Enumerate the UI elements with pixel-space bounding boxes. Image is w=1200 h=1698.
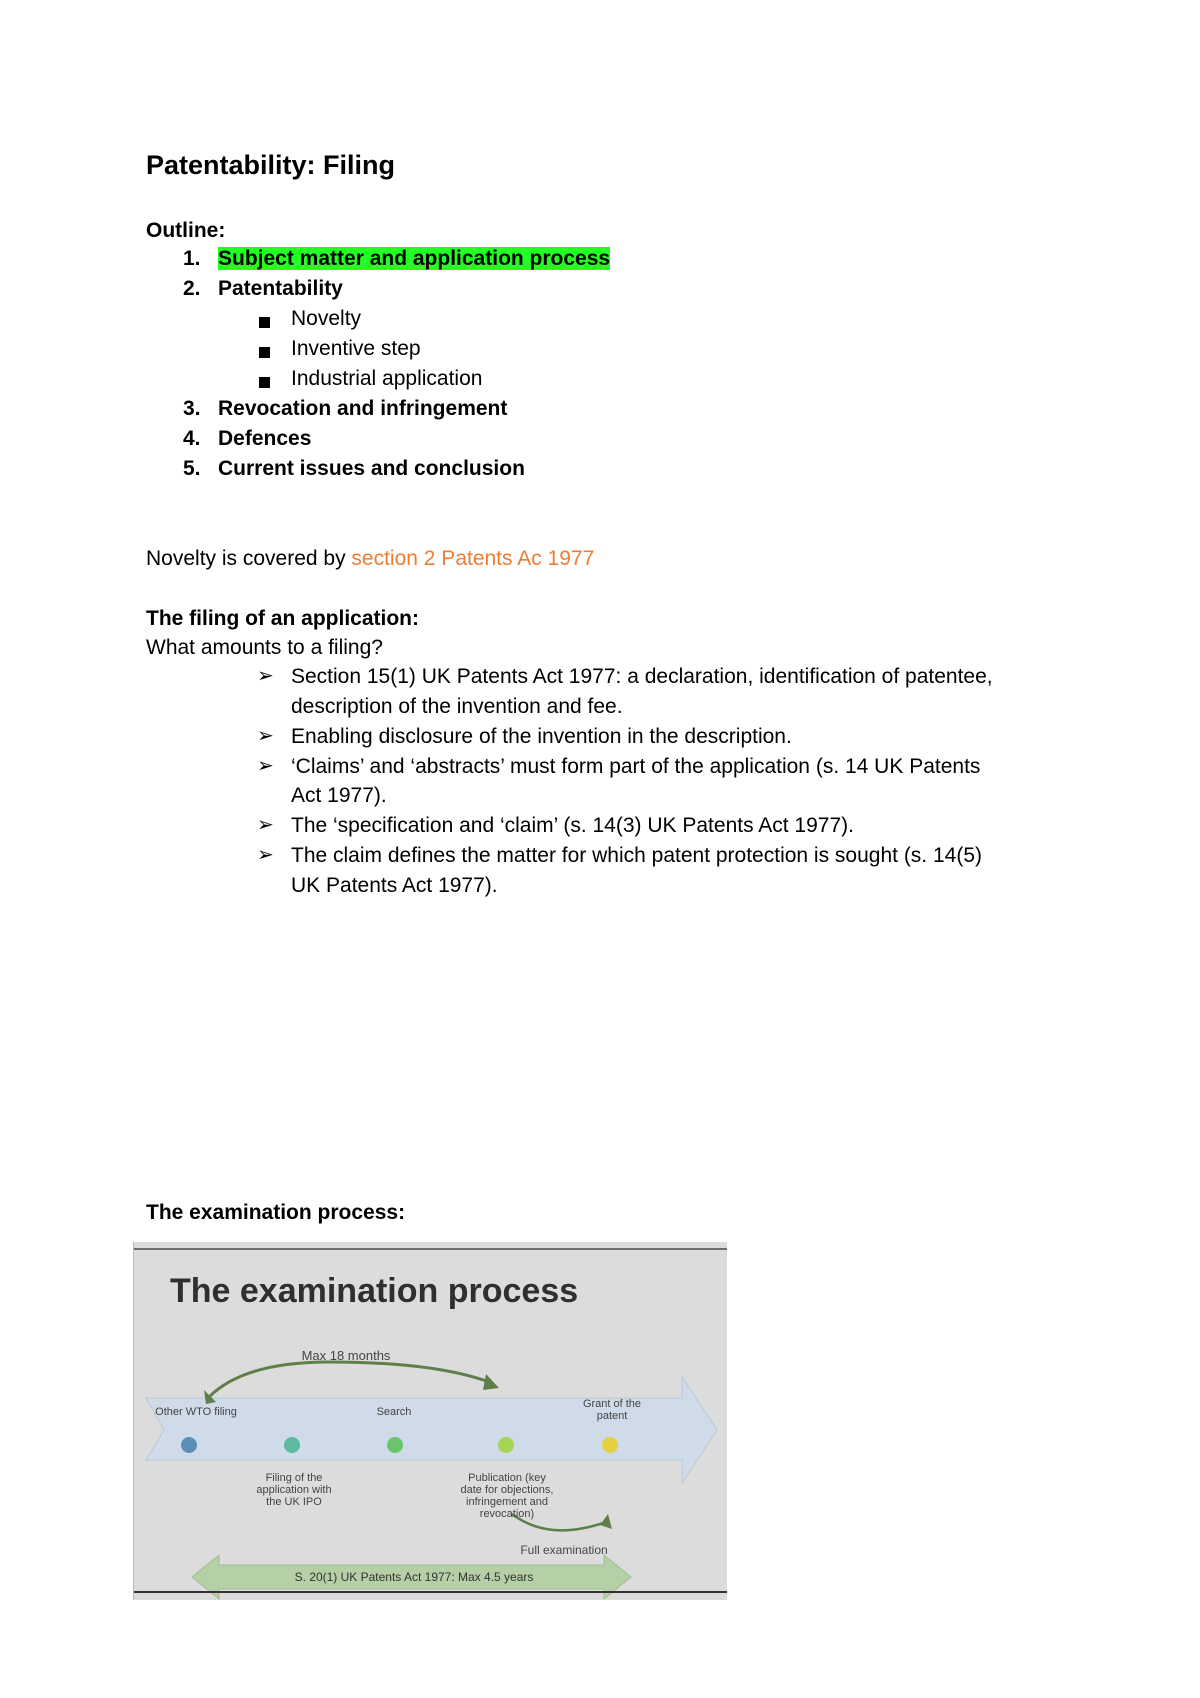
timeline-arrow <box>146 1377 717 1483</box>
filing-bullet: Enabling disclosure of the invention in the description. <box>291 725 792 748</box>
outline-number: 5. <box>183 457 201 480</box>
duration-label: S. 20(1) UK Patents Act 1977: Max 4.5 years <box>294 1570 534 1584</box>
outline-number: 1. <box>183 247 201 270</box>
outline-item: Current issues and conclusion <box>218 457 525 480</box>
arrow-bullet-icon: ➢ <box>257 725 274 747</box>
novelty-paragraph <box>146 544 594 573</box>
filing-question: What amounts to a filing? <box>146 636 383 659</box>
page-title: Patentability: Filing <box>146 150 396 180</box>
filing-bullet: Section 15(1) UK Patents Act 1977: a declaration, identification of patentee, <box>291 665 993 688</box>
timeline-label: Filing of the application with the UK IPO <box>256 1472 332 1508</box>
filing-bullet: The claim defines the matter for which patent protection is sought (s. 14(5) <box>291 844 983 867</box>
timeline-dot <box>387 1437 403 1453</box>
outline-subitem: Novelty <box>291 307 362 330</box>
timeline-dot <box>498 1437 514 1453</box>
arrow-bullet-icon: ➢ <box>257 814 274 836</box>
filing-bullet-cont: description of the invention and fee. <box>291 695 623 718</box>
curved-arrow <box>209 1362 489 1397</box>
timeline-dot <box>181 1437 197 1453</box>
outline-heading: Outline: <box>146 219 226 242</box>
novelty-text: Novelty is covered by <box>146 547 352 570</box>
outline-item: Defences <box>218 427 312 450</box>
outline-item: Patentability <box>218 277 343 300</box>
filing-bullet: The ‘specification and ‘claim’ (s. 14(3) UK Patents Act 1977). <box>291 814 854 837</box>
square-bullet-icon <box>259 345 270 363</box>
examination-process-image <box>133 1242 727 1600</box>
statute-reference-link[interactable]: section 2 Patents Ac 1977 <box>351 547 595 570</box>
filing-bullet: ‘Claims’ and ‘abstracts’ must form part of the application (s. 14 UK Patents <box>291 755 981 778</box>
arrow-bullet-icon: ➢ <box>257 665 274 687</box>
outline-subitem: Inventive step <box>291 337 421 360</box>
timeline-dot <box>284 1437 300 1453</box>
outline-item <box>218 244 610 273</box>
timeline-label: Grant of the patent <box>582 1398 642 1422</box>
outline-item: Revocation and infringement <box>218 397 508 420</box>
timeline-label: Publication (key date for objections, infringement and revocation) <box>460 1472 554 1520</box>
curved-arrowhead <box>483 1374 499 1390</box>
filing-bullet-cont: Act 1977). <box>291 784 387 807</box>
timeline-dot <box>602 1437 618 1453</box>
max-18-months-label: Max 18 months <box>301 1348 391 1363</box>
arrow-bullet-icon: ➢ <box>257 755 274 777</box>
examination-heading: The examination process: <box>146 1201 406 1224</box>
square-bullet-icon <box>259 315 270 333</box>
outline-number: 2. <box>183 277 201 300</box>
slide-bottom-rule <box>134 1591 727 1593</box>
arrow-bullet-icon: ➢ <box>257 844 274 866</box>
filing-heading: The filing of an application: <box>146 607 419 630</box>
filing-bullet-cont: UK Patents Act 1977). <box>291 874 498 897</box>
timeline-label: Search <box>376 1406 412 1418</box>
square-bullet-icon <box>259 375 270 393</box>
full-examination-label: Full examination <box>520 1543 608 1557</box>
outline-number: 3. <box>183 397 201 420</box>
timeline-label: Other WTO filing <box>155 1406 237 1418</box>
slide-title: The examination process <box>170 1272 579 1310</box>
outline-subitem: Industrial application <box>291 367 483 390</box>
highlighted-text: Subject matter and application process <box>218 247 611 270</box>
outline-number: 4. <box>183 427 201 450</box>
